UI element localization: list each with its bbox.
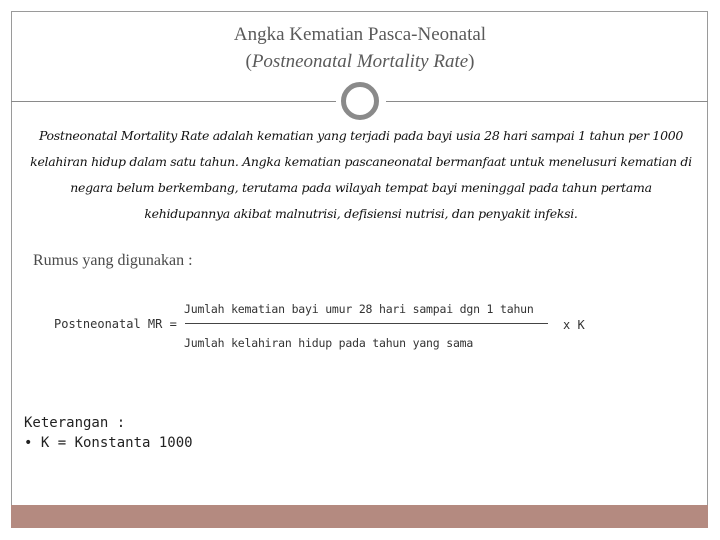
- fraction-bar: [185, 323, 548, 324]
- definition-term: Postneonatal Mortality Rate: [38, 128, 210, 143]
- subtitle-text: Postneonatal Mortality Rate: [251, 51, 469, 72]
- note-title: Keterangan :: [24, 415, 126, 431]
- formula-heading: Rumus yang digunakan :: [33, 252, 193, 269]
- formula-numerator: Jumlah kematian bayi umur 28 hari sampai dgn 1 tahun: [184, 302, 534, 316]
- subtitle-open-paren: (: [245, 51, 252, 72]
- formula-multiplier: x K: [563, 318, 585, 332]
- definition-body: adalah kematian yang terjadi pada bayi usia 28 hari sampai 1 tahun per 1000 kelahiran hidup dalam satu tahun. Angka kematian pascaneonatal bermanfaat untuk menelusuri kematian di negara belum berkembang, terutama pada wilayah tempat bayi meninggal pada tahun pertama kehidupannya akibat malnutrisi, defisiensi nutrisi, dan penyakit infeksi.: [30, 128, 692, 221]
- slide-title: Angka Kematian Pasca-Neonatal: [233, 24, 487, 45]
- definition-paragraph: [26, 123, 696, 227]
- title-divider-left: [11, 101, 336, 102]
- formula-label: Postneonatal MR =: [54, 317, 177, 331]
- note-item: • K = Konstanta 1000: [24, 435, 193, 451]
- note-block: [24, 413, 193, 453]
- formula-denominator: Jumlah kelahiran hidup pada tahun yang sama: [184, 336, 474, 350]
- slide-subtitle: [0, 51, 720, 73]
- footer-bar: [11, 505, 708, 528]
- subtitle-close-paren: ): [468, 51, 475, 72]
- title-divider-right: [386, 101, 708, 102]
- divider-circle-ornament: [341, 82, 379, 120]
